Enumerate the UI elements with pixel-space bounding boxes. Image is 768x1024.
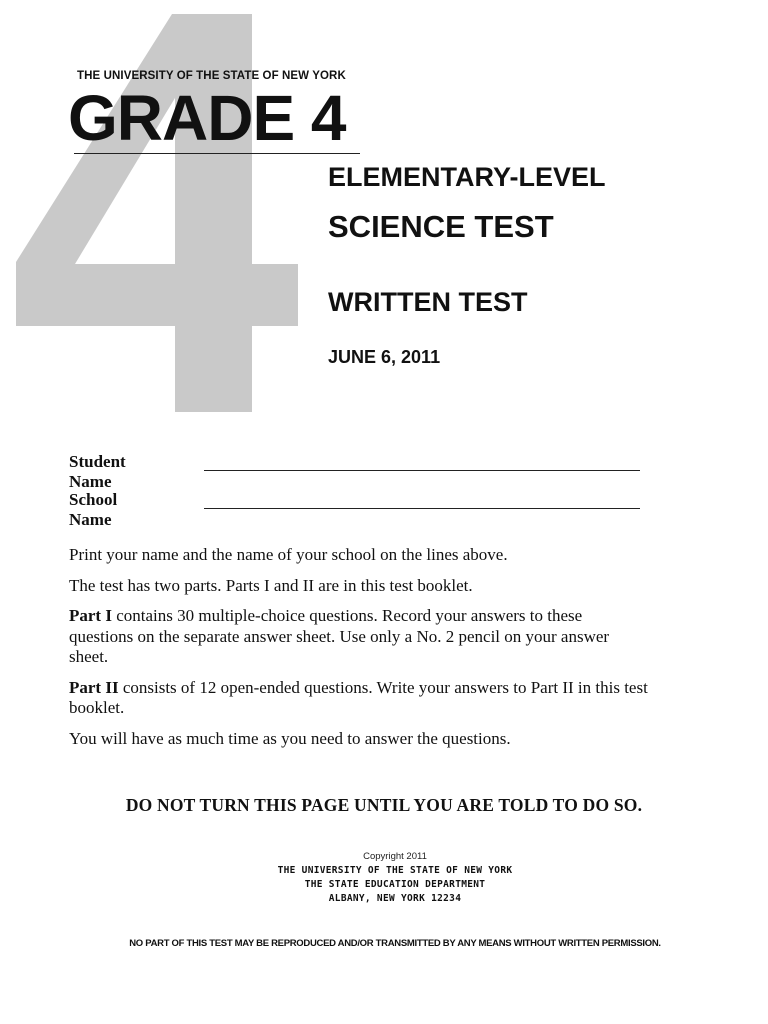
copyright: Copyright 2011	[363, 851, 427, 862]
footer-university: THE UNIVERSITY OF THE STATE OF NEW YORK	[277, 865, 513, 876]
footer-city: ALBANY, NEW YORK 12234	[328, 893, 462, 904]
reproduction-notice: NO PART OF THIS TEST MAY BE REPRODUCED AND/OR TRANSMITTED BY ANY MEANS WITHOUT WRITTEN PERMISSION.	[129, 938, 661, 949]
large-four-numeral	[0, 0, 320, 420]
instruction-two-parts: The test has two parts. Parts I and II are in this test booklet.	[69, 575, 473, 595]
title-underline	[74, 153, 360, 154]
instruction-time: You will have as much time as you need to answer the questions.	[69, 728, 511, 748]
instruction-print-name: Print your name and the name of your school on the lines above.	[69, 545, 508, 564]
test-date: JUNE 6, 2011	[328, 347, 441, 367]
part-two-label: Part II	[69, 677, 119, 697]
part-one-text: contains 30 multiple-choice questions. Record your answers to these questions on the separate answer sheet. Use only a No. 2 pencil on your answer sheet.	[69, 606, 610, 666]
instruction-part-two	[69, 678, 649, 719]
test-subject: SCIENCE TEST	[328, 209, 554, 244]
student-name-label: Student Name	[69, 452, 126, 491]
footer-department: THE STATE EDUCATION DEPARTMENT	[304, 879, 486, 890]
school-name-line[interactable]	[204, 508, 640, 509]
part-one-label: Part I	[69, 606, 112, 625]
school-name-label: School Name	[69, 490, 118, 529]
student-name-line[interactable]	[204, 470, 640, 471]
test-level: ELEMENTARY-LEVEL	[328, 162, 606, 192]
grade-title: GRADE 4	[68, 82, 346, 154]
test-type: WRITTEN TEST	[328, 287, 528, 317]
instructions	[69, 545, 649, 759]
instruction-part-one	[69, 606, 649, 668]
university-name-header: THE UNIVERSITY OF THE STATE OF NEW YORK	[77, 70, 346, 82]
do-not-turn-warning: DO NOT TURN THIS PAGE UNTIL YOU ARE TOLD TO DO SO.	[125, 795, 643, 815]
part-two-text: consists of 12 open-ended questions. Write your answers to Part II in this test booklet.	[69, 677, 648, 717]
